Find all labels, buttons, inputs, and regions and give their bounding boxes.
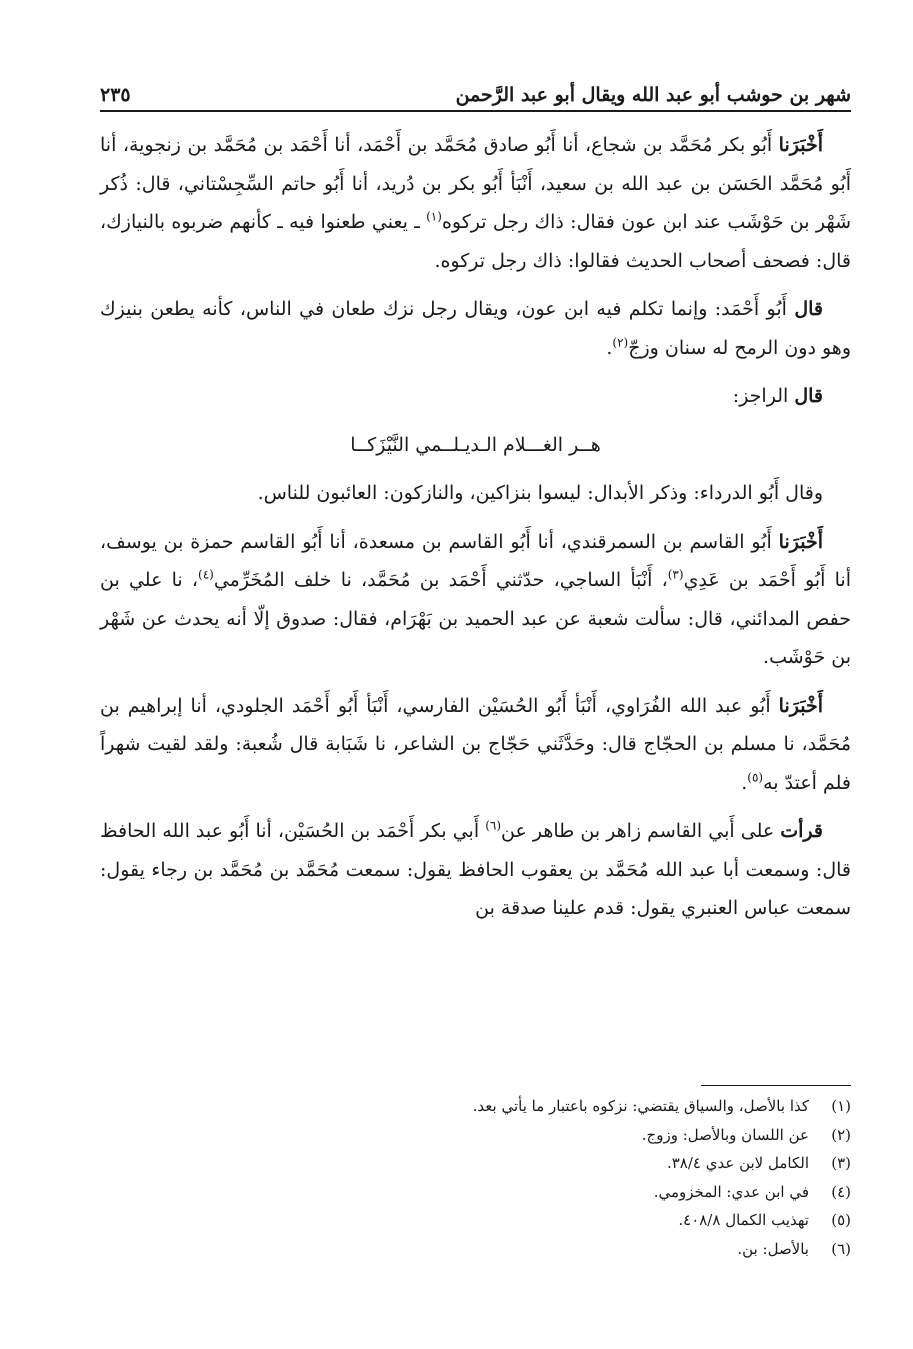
paragraph-text: .	[741, 771, 748, 794]
footnote-text: عن اللسان وبالأصل: وزوج.	[641, 1125, 809, 1144]
footnote	[100, 1178, 851, 1207]
footnote-number: (٦)	[831, 1239, 851, 1258]
paragraph-text: أَبُو بكر مُحَمَّد بن شجاع، أنا أَبُو صادق مُحَمَّد بن أَحْمَد، أنا أَحْمَد بن مُحَمَّد بن زنجوية، أنا أَبُو مُحَمَّد الحَسَن بن عبد الله بن سعيد، أَنْبَأ أَبُو بكر بن دُريد، أنا أَبُو حاتم السِّجِسْتاني، قال: ذُكر شَهْر بن حَوْشَب عند ابن عون فقال: ذاك رجل تركوه	[100, 134, 851, 233]
paragraph-lead: قال	[794, 385, 823, 407]
paragraph-text: .	[606, 336, 613, 359]
paragraph-lead: قرأت	[780, 820, 823, 842]
verse-line: هــر الغـــلام الـديـلــمي النَّيْزَكــا	[350, 433, 601, 456]
footnote-number: (٢)	[831, 1125, 851, 1144]
footnote-number: (٥)	[831, 1211, 851, 1229]
footnote-text: كذا بالأصل، والسياق يقتضي: نزكوه باعتبار ما يأتي بعد.	[472, 1097, 809, 1115]
paragraph-lead: أَخْبَرَنا	[778, 694, 823, 717]
footnote-text: في ابن عدي: المخزومي.	[653, 1182, 809, 1201]
paragraph-3	[100, 377, 851, 416]
paragraph-text: ، أَنْبَأ الساجي، حدّثني أَحْمَد بن مُحَمَّد، نا خلف المُخَرِّمي	[213, 569, 668, 591]
footnote-rule	[701, 1085, 851, 1086]
paragraph-text: ، نا علي بن حفص المدائني، قال: سألت شعبة عن عبد الحميد بن بَهْرَام، فقال: صدوق إلّا أنه يحدث عن شَهْر بن حَوْشَب.	[100, 569, 851, 668]
paragraph-text: أَبُو عبد الله الفُرَاوي، أَنْبَأ أَبُو الحُسَيْن الفارسي، أَنْبَأ أَبُو أَحْمَد الجلودي، أنا إبراهيم بن مُحَمَّد، نا مسلم بن الحجّاج قال: وحَدَّثَني حَجّاج بن الشاعر، نا شَبَابة قال شُعبة: ولقد لقيت شهراً فلم أعتدّ به	[100, 694, 851, 794]
paragraph-lead: قال	[794, 298, 823, 320]
footnote-number: (١)	[831, 1097, 851, 1115]
footnote	[100, 1092, 851, 1121]
paragraph-text: على أَبي القاسم زاهر بن طاهر عن	[501, 820, 775, 842]
paragraph-7	[100, 812, 851, 928]
paragraph-text: أَبي بكر أَحْمَد بن الحُسَيْن، أنا أَبُو عبد الله الحافظ قال: وسمعت أبا عبد الله مُحَمَّد بن يعقوب الحافظ يقول: سمعت مُحَمَّد بن مُحَمَّد بن رجاء يقول: سمعت عباس العنبري يقول: قدم علينا صدقة بن	[100, 820, 851, 919]
paragraph-lead: أَخْبَرَنا	[778, 530, 823, 553]
paragraph-text: أَبُو القاسم بن السمرقندي، أنا أَبُو القاسم بن مسعدة، أنا أَبُو القاسم حمزة بن يوسف، أنا أَبُو أَحْمَد بن عَدِي	[100, 530, 851, 591]
paragraph-5	[100, 523, 851, 677]
paragraph-1	[100, 126, 851, 280]
footnote-text: الكامل لابن عدي ٣٨/٤.	[666, 1154, 809, 1172]
paragraph-4	[100, 474, 851, 513]
paragraph-text: وقال أَبُو الدرداء: وذكر الأبدال: ليسوا بنزاكين، والنازكون: العائبون للناس.	[257, 482, 823, 504]
paragraph-text: أَبُو أَحْمَد: وإنما تكلم فيه ابن عون، ويقال رجل نزك طعان في الناس، كأنه يطعن بنيزك وهو دون الرمح له سنان وزجّ	[100, 298, 851, 359]
paragraph-6	[100, 687, 851, 803]
header-rule	[100, 110, 851, 112]
footnote-number: (٣)	[831, 1154, 851, 1172]
footnote-ref: (٣)	[667, 567, 684, 582]
footnote-ref: (٥)	[747, 770, 764, 785]
footnote-ref: (٢)	[612, 335, 629, 350]
page-header	[100, 72, 851, 106]
paragraph-2	[100, 290, 851, 367]
paragraph-text: ـ يعني طعنوا فيه ـ كأنهم ضربوه بالنيازك، قال: فصحف أصحاب الحديث فقالوا: ذاك رجل تركوه.	[100, 211, 851, 272]
footnote	[100, 1235, 851, 1264]
running-title: شهر بن حوشب أبو عبد الله ويقال أبو عبد الرَّحمن	[455, 84, 851, 106]
footnote-ref: (٦)	[485, 818, 502, 833]
footnote	[100, 1149, 851, 1178]
footnote-ref: (١)	[426, 209, 442, 224]
footnote-ref: (٤)	[198, 567, 214, 582]
page-number: ٢٣٥	[100, 84, 131, 106]
footnote-number: (٤)	[831, 1182, 851, 1201]
footnote	[100, 1206, 851, 1235]
main-text	[100, 126, 851, 938]
footnotes	[100, 1092, 851, 1263]
footnote-text: بالأصل: بن.	[737, 1239, 809, 1258]
paragraph-lead: أَخْبَرَنا	[778, 134, 823, 156]
footnote	[100, 1121, 851, 1150]
footnote-text: تهذيب الكمال ٤٠٨/٨.	[678, 1211, 809, 1229]
paragraph-text: الراجز:	[732, 385, 789, 407]
